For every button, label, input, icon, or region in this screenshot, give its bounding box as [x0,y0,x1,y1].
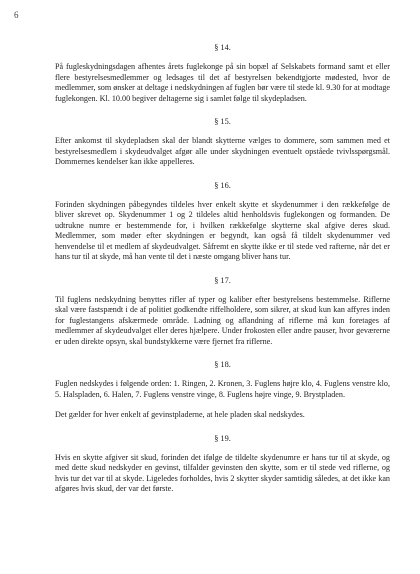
section-14 [55,43,390,104]
document-body [55,43,390,495]
section-heading: § 15. [214,117,231,127]
section-paragraph: Til fuglens nedskydning benyttes rifler af typer og kaliber efter bestyrelsens bestemmelse. Riflerne skal være fastspændt i de af politiet godkendte riffelholdere, som sikrer, at skud kun kan affyres inden for fuglestangens afskærmede område. Ladning og aflandning af riflerne må kun foretages af medlemmer af skydeudvalget eller deres hjælpere. Under frokosten eller andre pauser, hvor geværerne er uden direkte opsyn, skal bundstykkerne være fjernet fra riflerne. [55,294,390,346]
section-16 [55,181,390,263]
section-17 [55,276,390,347]
section-paragraph: Det gælder for hver enkelt af gevinstpladerne, at hele pladen skal nedskydes. [55,410,305,420]
section-heading: § 17. [214,275,231,285]
section-15 [55,117,390,168]
section-18 [55,360,390,421]
section-heading: § 18. [214,359,231,369]
section-heading: § 14. [214,43,231,52]
section-paragraph: Efter ankomst til skydepladsen skal der blandt skytterne vælges to dommere, som sammen med et bestyrelsesmedlem i skydeudvalget afgør alle under skydningen eventuelt opståede tvivlsspørgsmål. Dommernes kendelser kan ikke appelleres. [55,136,390,167]
section-heading: § 19. [214,433,231,443]
section-paragraph: Fuglen nedskydes i følgende orden: 1. Ringen, 2. Kronen, 3. Fuglens højre klo, 4. Fuglens venstre klo, 5. Halspladen, 6. Halen, 7. Fuglens venstre vinge, 8. Fuglens højre vinge, 9. Brystpladen. [55,379,390,399]
section-paragraph: Forinden skydningen påbegyndes tildeles hver enkelt skytte et skydenummer i den rækkefølge de bliver skrevet op. Skydenummer 1 og 2 tildeles altid henholdsvis fuglekongen og formanden. De udtrukne numre er bestemmende for, i hvilken rækkefølge skytterne skal afgive deres skud. Medlemmer, som møder efter skydningen er begyndt, kan også få tildelt skydenummer ved henvendelse til et medlem af skydeudvalget. Såfremt en skytte ikke er til stede ved rafterne, når det er hans tur til at skyde, må han vente til det i næste omgang bliver hans tur. [55,200,390,262]
section-19 [55,434,390,495]
section-heading: § 16. [214,180,231,190]
page-number: 6 [14,10,19,20]
section-paragraph: På fugleskydningsdagen afhentes årets fuglekonge på sin bopæl af Selskabets formand samt et eller flere bestyrelsesmedlemmer og ledsages til det af bestyrelsen bekendtgjorte mødested, hvor de medlemmer, som ønsker at deltage i nedskydningen af fuglen bør være til stede kl. 9.30 for at modtage fuglekongen. Kl. 10.00 begiver deltagerne sig i samlet følge til skydepladsen. [55,62,390,103]
section-paragraph: Hvis en skytte afgiver sit skud, forinden det ifølge de tildelte skydenumre er hans tur til at skyde, og med dette skud nedskyder en gevinst, tilfalder gevinsten den skytte, som er til stede ved riflerne, og hvis tur det var til at skyde. Ligeledes forholdes, hvis 2 skytter skyder samtidig således, at det ikke kan afgøres hvis skud, der var det første. [55,452,390,494]
